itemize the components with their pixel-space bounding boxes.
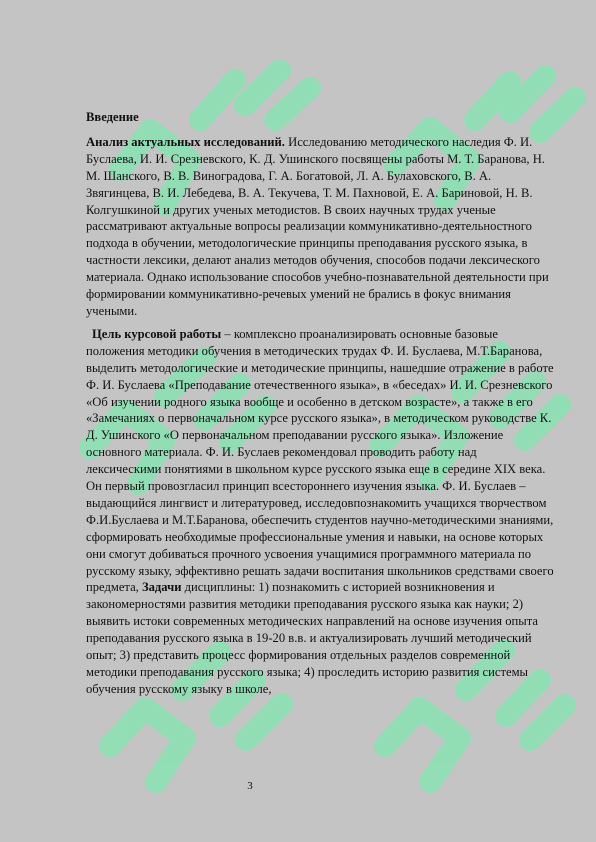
tasks-lead: Задачи — [141, 580, 182, 595]
goal-paragraph — [86, 326, 554, 698]
goal-lead: Цель курсовой работы — [92, 326, 222, 341]
analysis-paragraph — [86, 134, 554, 320]
document-body — [86, 109, 554, 704]
analysis-lead: Анализ актуальных исследований. — [86, 134, 285, 149]
analysis-text: Исследованию методического наследия Ф. И. Буслаева, И. И. Срезневского, К. Д. Ушинского посвящены работы М. Т. Баранова, Н. М. Шанского, В. В. Виноградова, Г. А. Богатовой, Л. А. Булаховского, В. А. Звягинцева, В. И. Лебедева, В. А. Текучева, Т. М. Пахновой, Е. А. Бариновой, Н. В. Колгушкиной и других ученых методистов. В своих научных трудах ученые рассматривают актуальные вопросы реализации коммуникативно-деятельностного подхода в обучении, методологические принципы преподавания русского языка, в частности лексики, делают анализ методов обучения, способов подачи лексического материала. Однако использование способов учебно-познавательной деятельности при формировании коммуникативно-речевых умений не брались в фокус внимания учеными. — [86, 134, 549, 318]
page-number: 3 — [247, 780, 253, 792]
tasks-text: дисциплины: 1) познакомить с историей возникновения и закономерностями развития методики преподавания русского языка как науки; 2) выявить истоки современных методических направлений на основе изучения опыта преподавания русского языка в 19-20 в.в. и актуализировать лучший методический опыт; 3) представить процесс формирования отдельных разделов современной методики преподавания русского языка; 4) проследить историю развития системы обучения русскому языку в школе, — [86, 580, 538, 696]
goal-text: – комплексно проанализировать основные базовые положения методики обучения в методических трудах Ф. И. Буслаева, М.Т.Баранова, выделить методологические и методические принципы, нашедшие отражение в работе Ф. И. Буслаева «Преподавание отечественного языка», в «беседах» И. И. Срезневского «Об изучении родного языка вообще и особенно в детском возрасте», а также в его «Замечаниях о первоначальном курсе русского языка», в методическом руководстве К. Д. Ушинского «О первоначальном преподавании русского языка». Изложение основного материала. Ф. И. Буслаев рекомендовал проводить работу над лексическими понятиями в школьном курсе русского языка еще в середине XIX века. Он первый провозгласил принцип всестороннего изучения языка. Ф. И. Буслаев – выдающийся лингвист и литературовед, исследовпознакомить учащихся творчеством Ф.И.Буслаева и М.Т.Баранова, обеспечить студентов научно-методическими знаниями, сформировать необходимые профессиональные умения и навыки, на основе которых они смогут добиваться прочного усвоения учащимися программного материала по русскому языку, эффективно решать задачи воспитания школьников средствами своего предмета, — [86, 326, 554, 595]
section-heading: Введение — [86, 110, 139, 124]
